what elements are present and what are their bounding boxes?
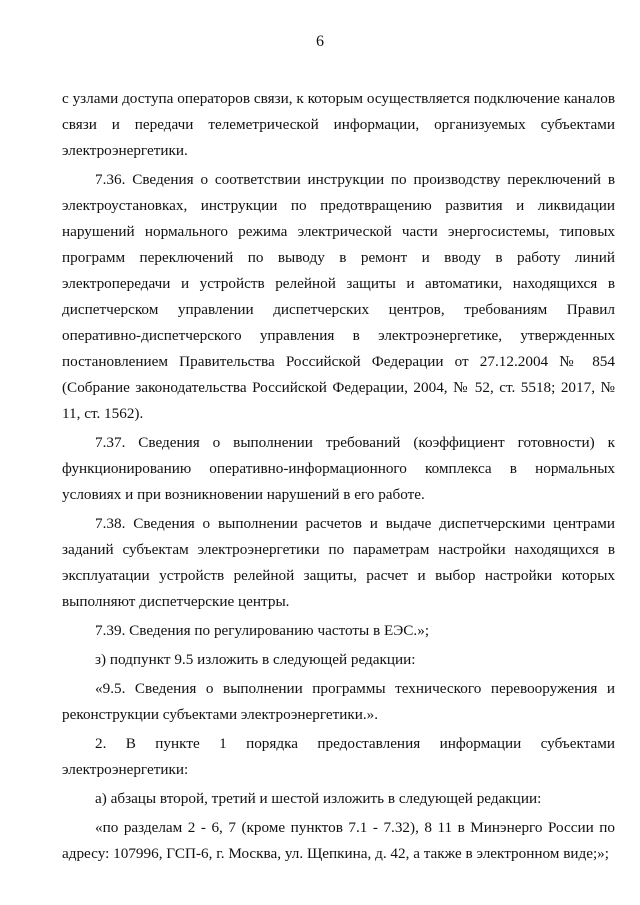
paragraph-sections-address: «по разделам 2 - 6, 7 (кроме пунктов 7.1 - 7.32), 8 11 в Минэнерго России по адресу: 107996, ГСП-6, г. Москва, ул. Щепкина, д. 42, а также в электронном виде;»; <box>62 819 615 862</box>
paragraph-7-39: 7.39. Сведения по регулированию частоты в ЕЭС.»; <box>95 622 430 639</box>
paragraph-continuation: с узлами доступа операторов связи, к которым осуществляется подключение каналов связи и передачи телеметрической информации, организуемых субъектами электроэнергетики. <box>62 90 615 159</box>
paragraph-subpoint-z: з) подпункт 9.5 изложить в следующей редакции: <box>95 651 416 668</box>
page-number: 6 <box>316 33 324 50</box>
paragraph-subpoint-a: а) абзацы второй, третий и шестой изложить в следующей редакции: <box>95 790 542 807</box>
paragraph-9-5: «9.5. Сведения о выполнении программы технического перевооружения и реконструкции субъектами электроэнергетики.». <box>62 680 615 723</box>
document-body <box>62 86 615 870</box>
paragraph-point-2: 2. В пункте 1 порядка предоставления информации субъектами электроэнергетики: <box>62 735 615 778</box>
paragraph-7-37: 7.37. Сведения о выполнении требований (коэффициент готовности) к функционированию оперативно-информационного комплекса в нормальных условиях и при возникновении нарушений в его работе. <box>62 434 615 503</box>
paragraph-7-38: 7.38. Сведения о выполнении расчетов и выдаче диспетчерскими центрами заданий субъектам электроэнергетики по параметрам настройки находящихся в эксплуатации устройств релейной защиты, расчет и выбор настройки которых выполняют диспетчерские центры. <box>62 515 615 610</box>
paragraph-7-36: 7.36. Сведения о соответствии инструкции по производству переключений в электроустановках, инструкции по предотвращению развития и ликвидации нарушений нормального режима электрической части энергосистемы, типовых программ переключений по выводу в ремонт и вводу в работу линий электропередачи и устройств релейной защиты и автоматики, находящихся в диспетчерском управлении диспетчерских центров, требованиям Правил оперативно-диспетчерского управления в электроэнергетике, утвержденных постановлением Правительства Российской Федерации от 27.12.2004 № 854 (Собрание законодательства Российской Федерации, 2004, № 52, ст. 5518; 2017, № 11, ст. 1562). <box>62 171 615 422</box>
